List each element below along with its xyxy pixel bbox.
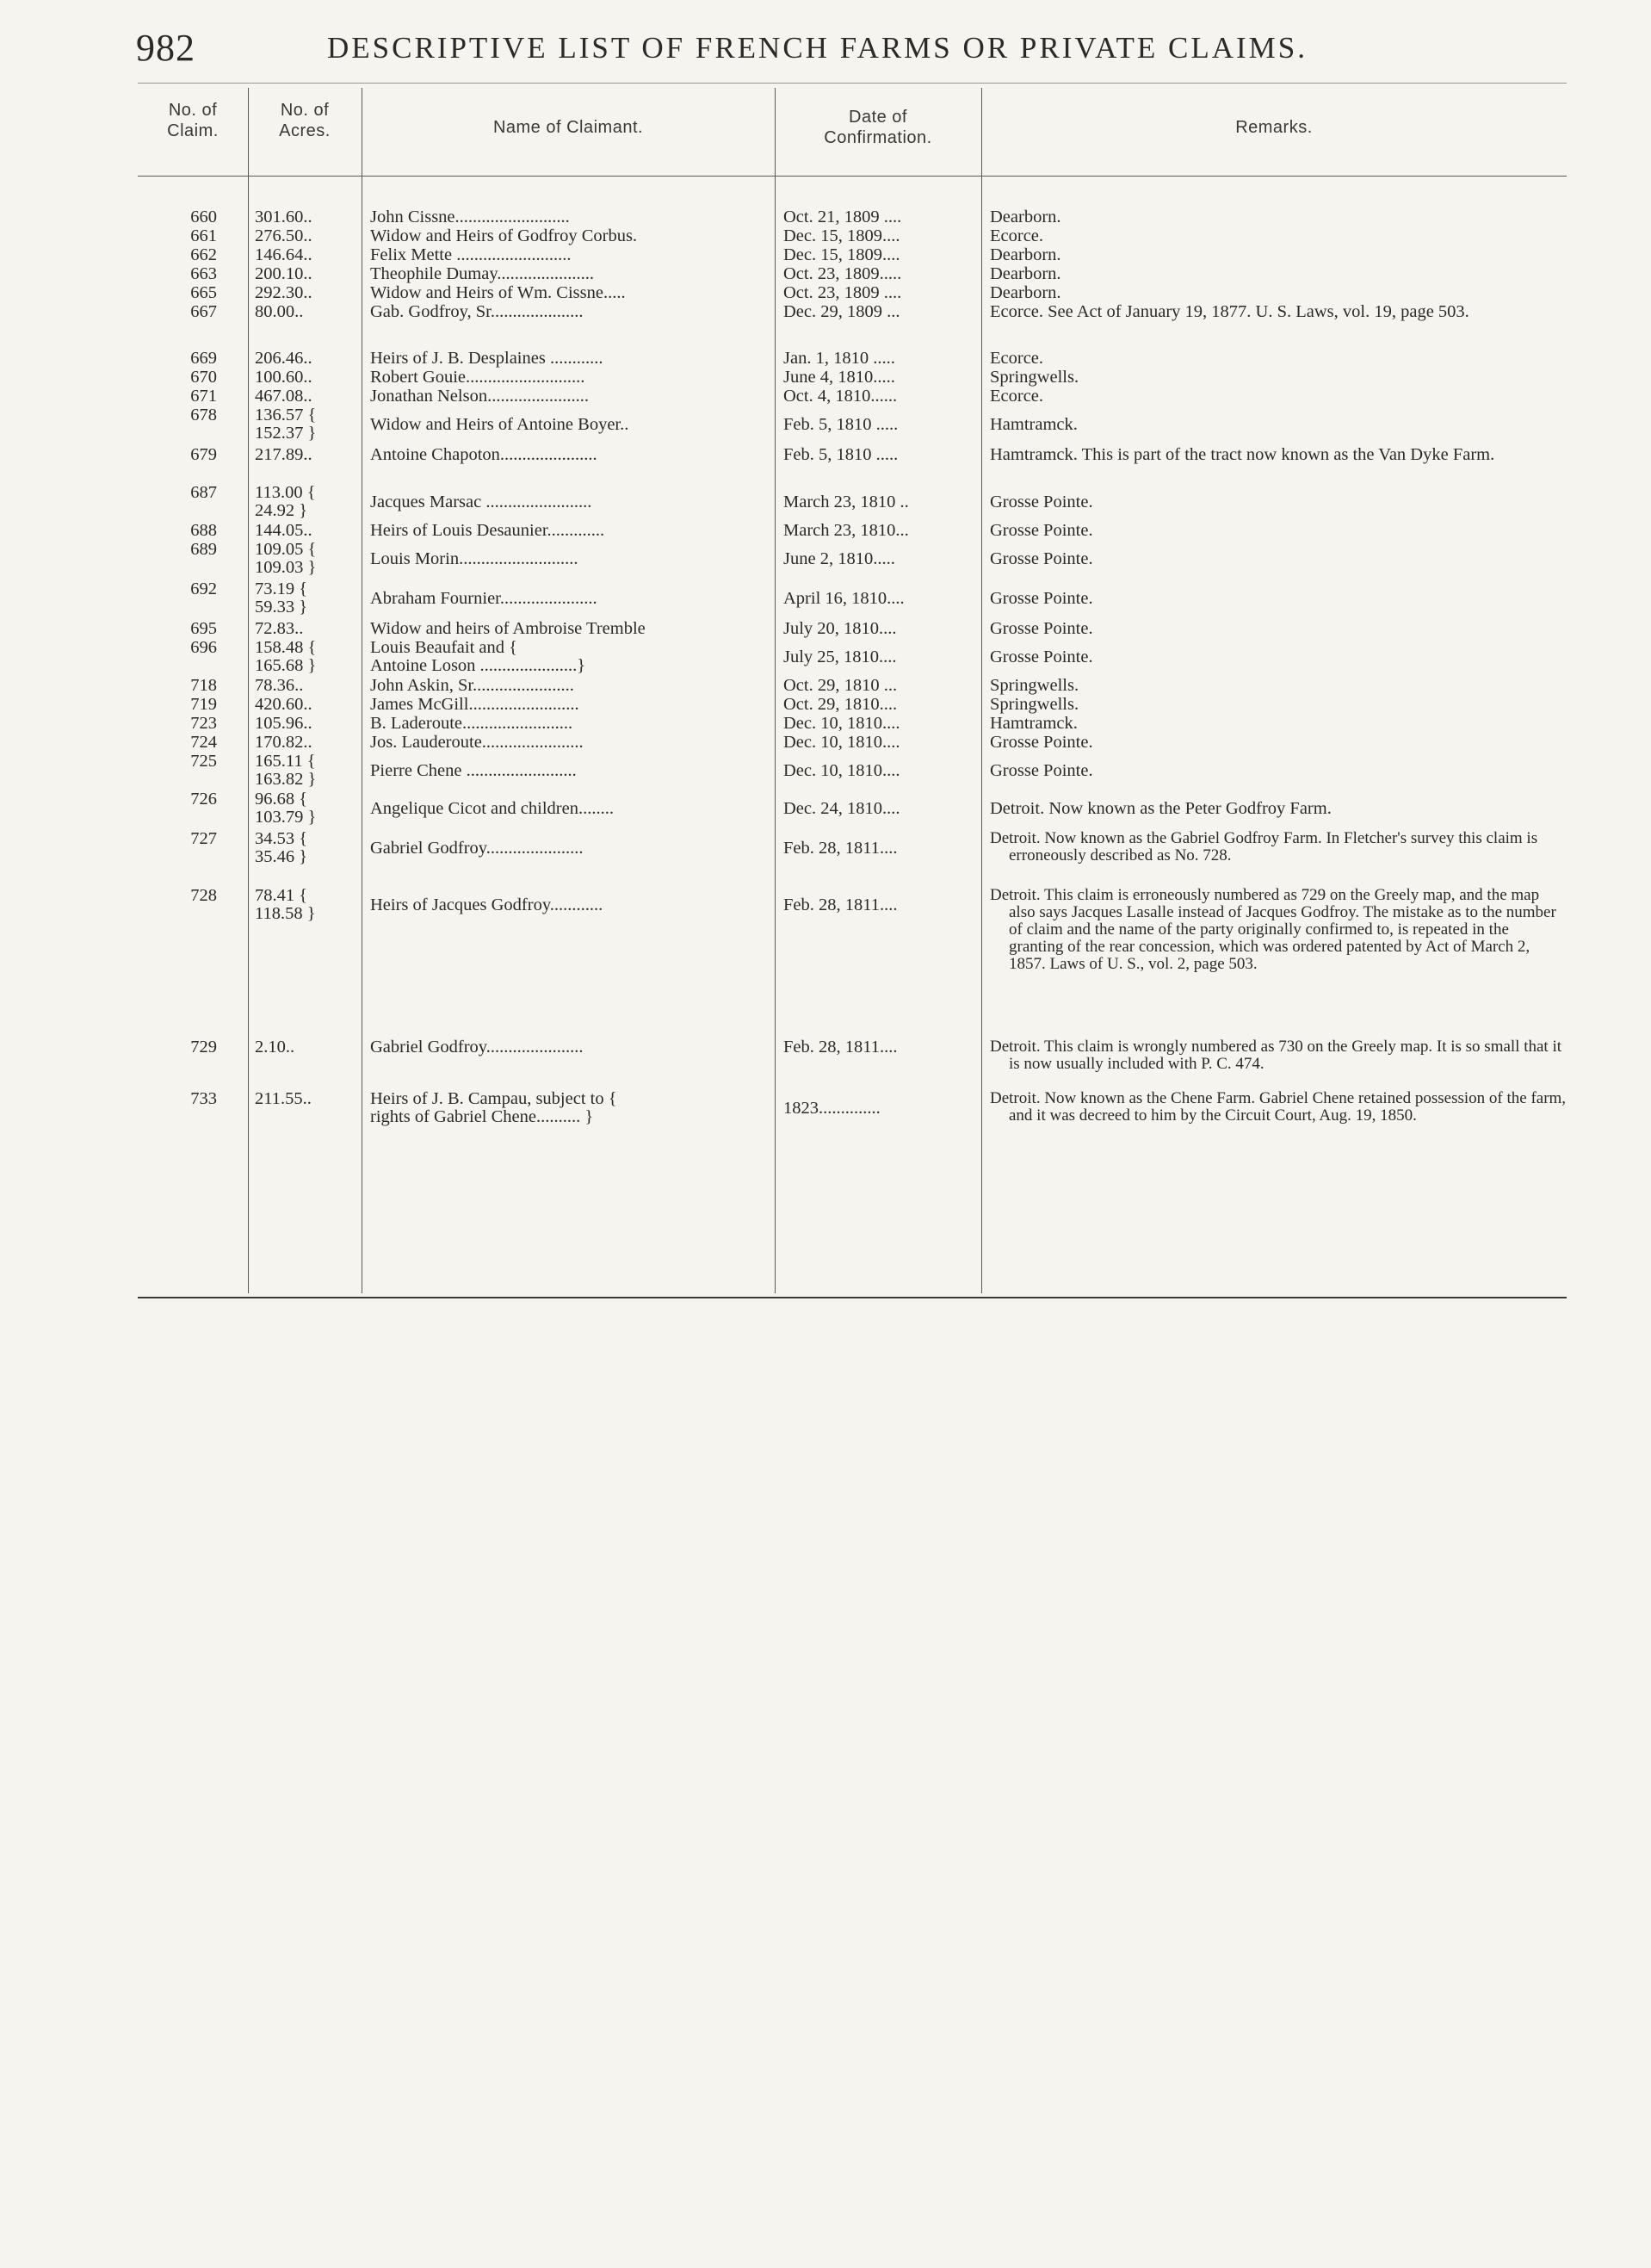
claimant-name: Widow and heirs of Ambroise Tremble [370, 620, 646, 638]
claimant-name: Widow and Heirs of Godfroy Corbus. [370, 227, 638, 245]
acres: 420.60.. [255, 696, 312, 714]
remarks: Hamtramck. [990, 714, 1078, 733]
claimant-name: Felix Mette .......................... [370, 246, 572, 264]
remarks: Ecorce. See Act of January 19, 1877. U. S. Laws, vol. 19, page 503. [990, 302, 1469, 321]
claimant-name: Gabriel Godfroy...................... [370, 1038, 584, 1057]
acres: 80.00.. [255, 303, 304, 321]
claim-number: 663 [190, 264, 217, 283]
page-number: 982 [136, 27, 195, 69]
claimant-name: Angelique Cicot and children........ [370, 800, 614, 818]
acres: 100.60.. [255, 369, 312, 387]
confirmation-date: Dec. 10, 1810.... [783, 762, 900, 780]
acres: 34.53 { 35.46 } [255, 830, 308, 866]
confirmation-date: April 16, 1810.... [783, 590, 905, 608]
claimant-name: Gabriel Godfroy...................... [370, 840, 584, 858]
claimant-name: Gab. Godfroy, Sr..................... [370, 303, 584, 321]
remarks: Dearborn. [990, 208, 1061, 226]
header-claimant-name: Name of Claimant. [492, 118, 644, 137]
confirmation-date: Oct. 21, 1809 .... [783, 208, 902, 226]
confirmation-date: Oct. 23, 1809..... [783, 265, 902, 283]
remarks: Grosse Pointe. [990, 619, 1093, 638]
claimant-name: Louis Morin........................... [370, 550, 578, 568]
claimant-name: Pierre Chene ......................... [370, 762, 577, 780]
claimant-name: Antoine Chapoton...................... [370, 446, 597, 464]
claimant-name: Jos. Lauderoute....................... [370, 734, 584, 752]
claim-number: 696 [190, 638, 217, 657]
remarks: Grosse Pointe. [990, 549, 1093, 568]
acres: 78.41 { 118.58 } [255, 887, 316, 923]
claim-number: 719 [190, 695, 217, 714]
acres: 136.57 { 152.37 } [255, 406, 317, 443]
claim-number: 670 [190, 368, 217, 387]
confirmation-date: March 23, 1810... [783, 522, 909, 540]
claim-number: 665 [190, 283, 217, 302]
claim-number: 729 [190, 1038, 217, 1057]
claimant-name: Heirs of Louis Desaunier............. [370, 522, 605, 540]
claim-number: 662 [190, 245, 217, 264]
confirmation-date: Feb. 28, 1811.... [783, 896, 898, 914]
acres: 105.96.. [255, 715, 312, 733]
remarks: Springwells. [990, 695, 1079, 714]
confirmation-date: Dec. 10, 1810.... [783, 734, 900, 752]
bottom-rule [138, 1297, 1567, 1298]
claim-number: 733 [190, 1089, 217, 1108]
remarks: Grosse Pointe. [990, 733, 1093, 752]
claim-number: 661 [190, 226, 217, 245]
remarks: Dearborn. [990, 283, 1061, 302]
claim-number: 728 [190, 886, 217, 905]
acres: 170.82.. [255, 734, 312, 752]
acres: 73.19 { 59.33 } [255, 580, 308, 617]
acres: 158.48 { 165.68 } [255, 639, 317, 675]
acres: 144.05.. [255, 522, 312, 540]
claimant-name: Heirs of Jacques Godfroy............ [370, 896, 603, 914]
remarks: Grosse Pointe. [990, 521, 1093, 540]
claim-number: 679 [190, 445, 217, 464]
claimant-name: John Cissne.......................... [370, 208, 570, 226]
confirmation-date: July 25, 1810.... [783, 648, 897, 666]
acres: 276.50.. [255, 227, 312, 245]
remarks: Dearborn. [990, 264, 1061, 283]
claim-number: 687 [190, 483, 217, 502]
claimant-name: Abraham Fournier...................... [370, 590, 597, 608]
remarks: Detroit. This claim is erroneously numbered as 729 on the Greely map, and the map also says Jacques Lasalle instead of Jacques Godfroy. The mistake as to the number of claim and the name of the party originally confirmed to, is repeated in the granting of the rear concession, which was ordered patented by Act of March 2, 1857. Laws of U. S., vol. 2, page 503. [990, 886, 1556, 973]
acres: 206.46.. [255, 350, 312, 368]
remarks: Detroit. Now known as the Chene Farm. Gabriel Chene retained possession of the farm, and it was decreed to him by the Circuit Court, Aug. 19, 1850. [990, 1089, 1567, 1125]
column-divider [775, 88, 776, 1293]
confirmation-date: June 2, 1810..... [783, 550, 895, 568]
acres: 292.30.. [255, 284, 312, 302]
confirmation-date: July 20, 1810.... [783, 620, 897, 638]
acres: 301.60.. [255, 208, 312, 226]
acres: 96.68 { 103.79 } [255, 790, 317, 827]
remarks: Grosse Pointe. [990, 493, 1093, 511]
claim-number: 671 [190, 387, 217, 406]
confirmation-date: Feb. 28, 1811.... [783, 840, 898, 858]
remarks: Hamtramck. [990, 415, 1078, 434]
acres: 211.55.. [255, 1090, 312, 1108]
claimant-name: Louis Beaufait and { Antoine Loson ......................} [370, 639, 586, 675]
claimant-name: Robert Gouie........................... [370, 369, 585, 387]
claimant-name: B. Laderoute......................... [370, 715, 573, 733]
acres: 165.11 { 163.82 } [255, 753, 317, 789]
confirmation-date: Dec. 10, 1810.... [783, 715, 900, 733]
claimant-name: Jacques Marsac ........................ [370, 493, 592, 511]
confirmation-date: Oct. 23, 1809 .... [783, 284, 902, 302]
remarks: Grosse Pointe. [990, 589, 1093, 608]
claim-number: 660 [190, 208, 217, 226]
acres: 146.64.. [255, 246, 312, 264]
remarks: Springwells. [990, 368, 1079, 387]
acres: 200.10.. [255, 265, 312, 283]
claim-number: 689 [190, 540, 217, 559]
page-title: DESCRIPTIVE LIST OF FRENCH FARMS OR PRIVATE CLAIMS. [327, 31, 1308, 65]
confirmation-date: Jan. 1, 1810 ..... [783, 350, 895, 368]
confirmation-date: June 4, 1810..... [783, 369, 895, 387]
header-claim-number: No. of Claim. [167, 101, 219, 140]
confirmation-date: Dec. 15, 1809.... [783, 227, 900, 245]
claimant-name: Heirs of J. B. Campau, subject to { rights of Gabriel Chene.......... } [370, 1090, 617, 1126]
confirmation-date: Oct. 29, 1810 ... [783, 677, 898, 695]
claimant-name: Theophile Dumay...................... [370, 265, 595, 283]
remarks: Grosse Pointe. [990, 648, 1093, 666]
claimant-name: James McGill......................... [370, 696, 579, 714]
header-rule [138, 176, 1567, 177]
remarks: Grosse Pointe. [990, 761, 1093, 780]
claim-number: 718 [190, 676, 217, 695]
remarks: Detroit. Now known as the Peter Godfroy Farm. [990, 799, 1332, 818]
claimant-name: John Askin, Sr....................... [370, 677, 574, 695]
claim-number: 688 [190, 521, 217, 540]
remarks: Ecorce. [990, 387, 1044, 406]
claim-number: 724 [190, 733, 217, 752]
claimant-name: Widow and Heirs of Wm. Cissne..... [370, 284, 626, 302]
confirmation-date: 1823.............. [783, 1100, 881, 1118]
claimant-name: Heirs of J. B. Desplaines ............ [370, 350, 603, 368]
remarks: Detroit. Now known as the Gabriel Godfroy Farm. In Fletcher's survey this claim is erroneously described as No. 728. [990, 829, 1538, 864]
confirmation-date: Dec. 15, 1809.... [783, 246, 900, 264]
claim-number: 678 [190, 406, 217, 424]
top-rule [138, 83, 1567, 84]
confirmation-date: Feb. 5, 1810 ..... [783, 446, 899, 464]
acres: 113.00 { 24.92 } [255, 484, 316, 520]
confirmation-date: Dec. 24, 1810.... [783, 800, 900, 818]
column-divider [248, 88, 249, 1293]
column-divider [981, 88, 982, 1293]
header-confirmation-date: Date of Confirmation. [824, 108, 932, 147]
confirmation-date: Feb. 5, 1810 ..... [783, 416, 899, 434]
acres: 72.83.. [255, 620, 304, 638]
acres: 109.05 { 109.03 } [255, 541, 317, 577]
claim-number: 667 [190, 302, 217, 321]
claim-number: 726 [190, 790, 217, 809]
acres: 467.08.. [255, 387, 312, 406]
header-remarks: Remarks. [1235, 118, 1313, 137]
header-acres: No. of Acres. [279, 101, 331, 140]
remarks: Hamtramck. This is part of the tract now known as the Van Dyke Farm. [990, 445, 1495, 464]
page-header [136, 26, 1565, 77]
claim-number: 692 [190, 579, 217, 598]
acres: 2.10.. [255, 1038, 295, 1057]
remarks: Springwells. [990, 676, 1079, 695]
confirmation-date: Oct. 4, 1810...... [783, 387, 898, 406]
claim-number: 727 [190, 829, 217, 848]
confirmation-date: Oct. 29, 1810.... [783, 696, 898, 714]
claimant-name: Jonathan Nelson....................... [370, 387, 589, 406]
claims-table [138, 88, 1567, 1300]
remarks: Dearborn. [990, 245, 1061, 264]
remarks: Ecorce. [990, 226, 1044, 245]
claim-number: 695 [190, 619, 217, 638]
confirmation-date: Feb. 28, 1811.... [783, 1038, 898, 1057]
claim-number: 723 [190, 714, 217, 733]
remarks: Ecorce. [990, 349, 1044, 368]
acres: 78.36.. [255, 677, 304, 695]
claimant-name: Widow and Heirs of Antoine Boyer.. [370, 416, 629, 434]
acres: 217.89.. [255, 446, 312, 464]
claim-number: 725 [190, 752, 217, 771]
claim-number: 669 [190, 349, 217, 368]
confirmation-date: March 23, 1810 .. [783, 493, 909, 511]
remarks: Detroit. This claim is wrongly numbered as 730 on the Greely map. It is so small that it is now usually included with P. C. 474. [990, 1038, 1562, 1073]
confirmation-date: Dec. 29, 1809 ... [783, 303, 900, 321]
